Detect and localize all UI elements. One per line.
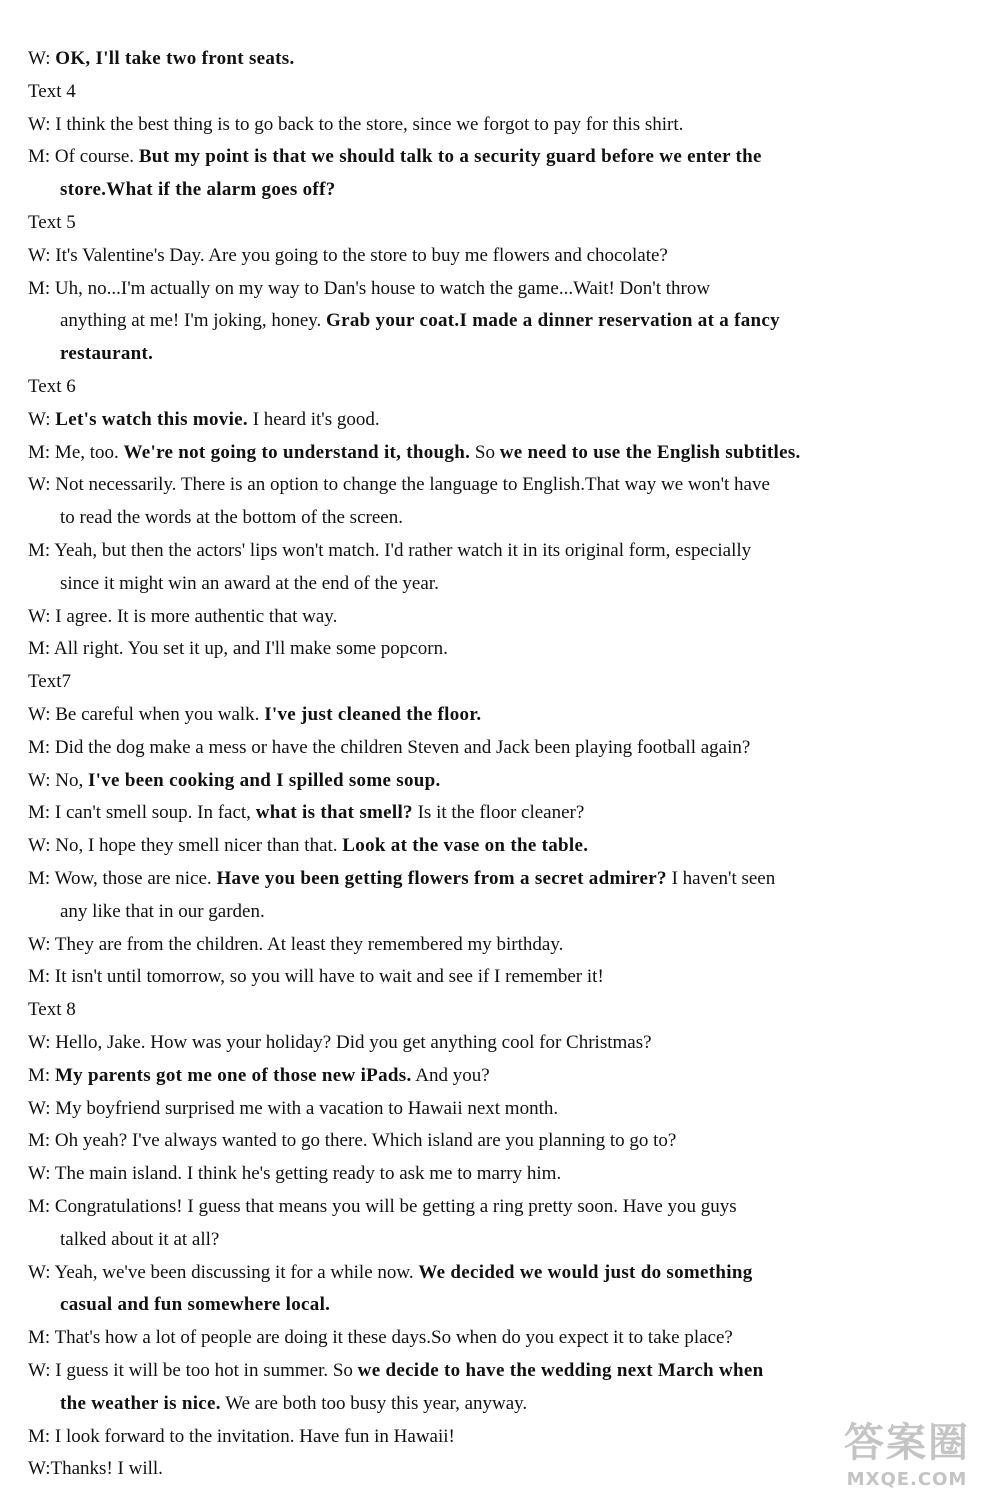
plain-text: W: I guess it will be too hot in summer. So (28, 1360, 358, 1381)
plain-text: W: No, I hope they smell nicer than that. (28, 835, 343, 857)
plain-text: talked about it at all? (60, 1228, 220, 1250)
plain-text: I haven't seen (666, 868, 776, 889)
dialogue-line (28, 403, 908, 436)
dialogue-line (28, 1092, 908, 1125)
watermark-logo-url: MXQE.COM (846, 1469, 968, 1490)
plain-text: W: The main island. I think he's getting ready to ask me to marry him. (28, 1163, 562, 1185)
plain-text: W: I think the best thing is to go back to the store, since we forgot to pay for this shirt. (28, 113, 684, 135)
dialogue-line (28, 1026, 908, 1059)
plain-text: Text7 (28, 671, 71, 693)
plain-text: W: Yeah, we've been discussing it for a while now. (28, 1261, 419, 1283)
dialogue-line (28, 468, 908, 501)
plain-text: M: It isn't until tomorrow, so you will have to wait and see if I remember it! (28, 966, 604, 988)
dialogue-line (28, 632, 908, 665)
dialogue-line (28, 731, 908, 764)
plain-text: W: Be careful when you walk. (28, 704, 265, 725)
dialogue-line (28, 534, 908, 567)
plain-text: W: (28, 48, 56, 69)
section-heading (28, 370, 908, 403)
plain-text: We are both too busy this year, anyway. (220, 1392, 528, 1414)
plain-text: M: Did the dog make a mess or have the children Steven and Jack been playing football again? (28, 736, 751, 758)
emphasized-text: We decided we would just do something (418, 1261, 753, 1283)
dialogue-continuation (60, 1288, 940, 1321)
emphasized-text: restaurant. (60, 343, 154, 365)
plain-text: Is it the floor cleaner? (412, 802, 585, 824)
emphasized-text: we decide to have the wedding next March when (357, 1360, 764, 1381)
dialogue-continuation (60, 895, 940, 928)
plain-text: Text 4 (28, 80, 76, 102)
plain-text: M: Of course. (28, 146, 139, 168)
plain-text: M: Uh, no...I'm actually on my way to Dan's house to watch the game...Wait! Don't throw (28, 277, 711, 299)
emphasized-text: Look at the vase on the table. (342, 835, 589, 857)
dialogue-line (28, 436, 908, 469)
section-heading (28, 206, 908, 239)
plain-text: M: All right. You set it up, and I'll make some popcorn. (28, 638, 448, 660)
plain-text: W: It's Valentine's Day. Are you going to the store to buy me flowers and chocolate? (28, 244, 668, 266)
dialogue-line (28, 140, 908, 173)
plain-text: Text 6 (28, 376, 76, 397)
plain-text: since it might win an award at the end of the year. (60, 572, 439, 594)
dialogue-line (28, 764, 908, 797)
plain-text: M: Oh yeah? I've always wanted to go there. Which island are you planning to go to? (28, 1130, 677, 1152)
emphasized-text: But my point is that we should talk to a security guard before we enter the (138, 146, 762, 168)
dialogue-continuation (60, 1387, 940, 1420)
emphasized-text: store.What if the alarm goes off? (60, 179, 336, 201)
dialogue-line (28, 829, 908, 862)
dialogue-line (28, 796, 908, 829)
plain-text: W: Not necessarily. There is an option to change the language to English.That way we won't have (28, 474, 770, 496)
plain-text: Text 5 (28, 212, 76, 233)
plain-text: M: I can't smell soup. In fact, (28, 802, 256, 824)
plain-text: any like that in our garden. (60, 900, 265, 922)
emphasized-text: My parents got me one of those new iPads. (54, 1064, 412, 1086)
emphasized-text: Let's watch this movie. (55, 408, 248, 430)
plain-text: M: Wow, those are nice. (28, 868, 217, 889)
emphasized-text: Grab your coat.I made a dinner reservation at a fancy (326, 310, 780, 332)
plain-text: M: I look forward to the invitation. Have fun in Hawaii! (28, 1425, 455, 1447)
plain-text: Text 8 (28, 999, 76, 1021)
section-heading (28, 665, 908, 698)
dialogue-line (28, 960, 908, 993)
watermark-logo (832, 1417, 982, 1497)
plain-text: W: My boyfriend surprised me with a vacation to Hawaii next month. (28, 1097, 559, 1119)
plain-text: W: No, (28, 769, 88, 791)
plain-text: M: (28, 1064, 55, 1086)
plain-text: W: I agree. It is more authentic that way. (28, 605, 338, 627)
plain-text: And you? (411, 1064, 490, 1086)
emphasized-text: I've been cooking and I spilled some soup. (87, 769, 441, 791)
emphasized-text: OK, I'll take two front seats. (55, 48, 295, 69)
emphasized-text: we need to use the English subtitles. (499, 441, 801, 463)
dialogue-continuation (60, 337, 940, 370)
dialogue-line (28, 272, 908, 305)
plain-text: So (470, 441, 500, 463)
plain-text: anything at me! I'm joking, honey. (60, 310, 327, 332)
plain-text: to read the words at the bottom of the screen. (60, 507, 403, 529)
dialogue-line (28, 698, 908, 731)
plain-text: W:Thanks! I will. (28, 1458, 163, 1480)
plain-text: M: Me, too. (28, 441, 124, 463)
plain-text: M: Yeah, but then the actors' lips won't match. I'd rather watch it in its original form, especially (28, 540, 752, 561)
dialogue-line (28, 600, 908, 633)
dialogue-line (28, 1321, 908, 1354)
plain-text: M: That's how a lot of people are doing it these days.So when do you expect it to take place? (28, 1327, 733, 1349)
dialogue-line (28, 239, 908, 272)
section-heading (28, 75, 908, 108)
section-heading (28, 993, 908, 1026)
dialogue-continuation (60, 173, 940, 206)
dialogue-line (28, 1354, 908, 1387)
dialogue-continuation (60, 1223, 940, 1256)
emphasized-text: the weather is nice. (60, 1392, 221, 1414)
dialogue-line (28, 1059, 908, 1092)
dialogue-line (28, 1452, 908, 1485)
emphasized-text: We're not going to understand it, though. (123, 441, 471, 463)
dialogue-continuation (60, 304, 940, 337)
dialogue-line (28, 862, 908, 895)
plain-text: W: They are from the children. At least they remembered my birthday. (28, 933, 564, 955)
emphasized-text: casual and fun somewhere local. (60, 1294, 331, 1316)
plain-text: M: Congratulations! I guess that means you will be getting a ring pretty soon. Have you guys (28, 1196, 737, 1217)
dialogue-continuation (60, 501, 940, 534)
emphasized-text: what is that smell? (255, 802, 413, 824)
dialogue-line (28, 42, 908, 75)
dialogue-line (28, 1256, 908, 1289)
plain-text: W: (28, 408, 56, 430)
emphasized-text: Have you been getting flowers from a secret admirer? (216, 868, 667, 889)
dialogue-line (28, 1157, 908, 1190)
dialogue-line (28, 928, 908, 961)
emphasized-text: I've just cleaned the floor. (264, 704, 482, 725)
dialogue-line (28, 1420, 908, 1453)
dialogue-line (28, 1124, 908, 1157)
watermark-logo-text: 答案圈 (844, 1420, 970, 1466)
plain-text: W: Hello, Jake. How was your holiday? Did you get anything cool for Christmas? (28, 1032, 652, 1053)
dialogue-continuation (60, 567, 940, 600)
dialogue-line (28, 108, 908, 141)
dialogue-line (28, 1190, 908, 1223)
plain-text: I heard it's good. (247, 408, 380, 430)
